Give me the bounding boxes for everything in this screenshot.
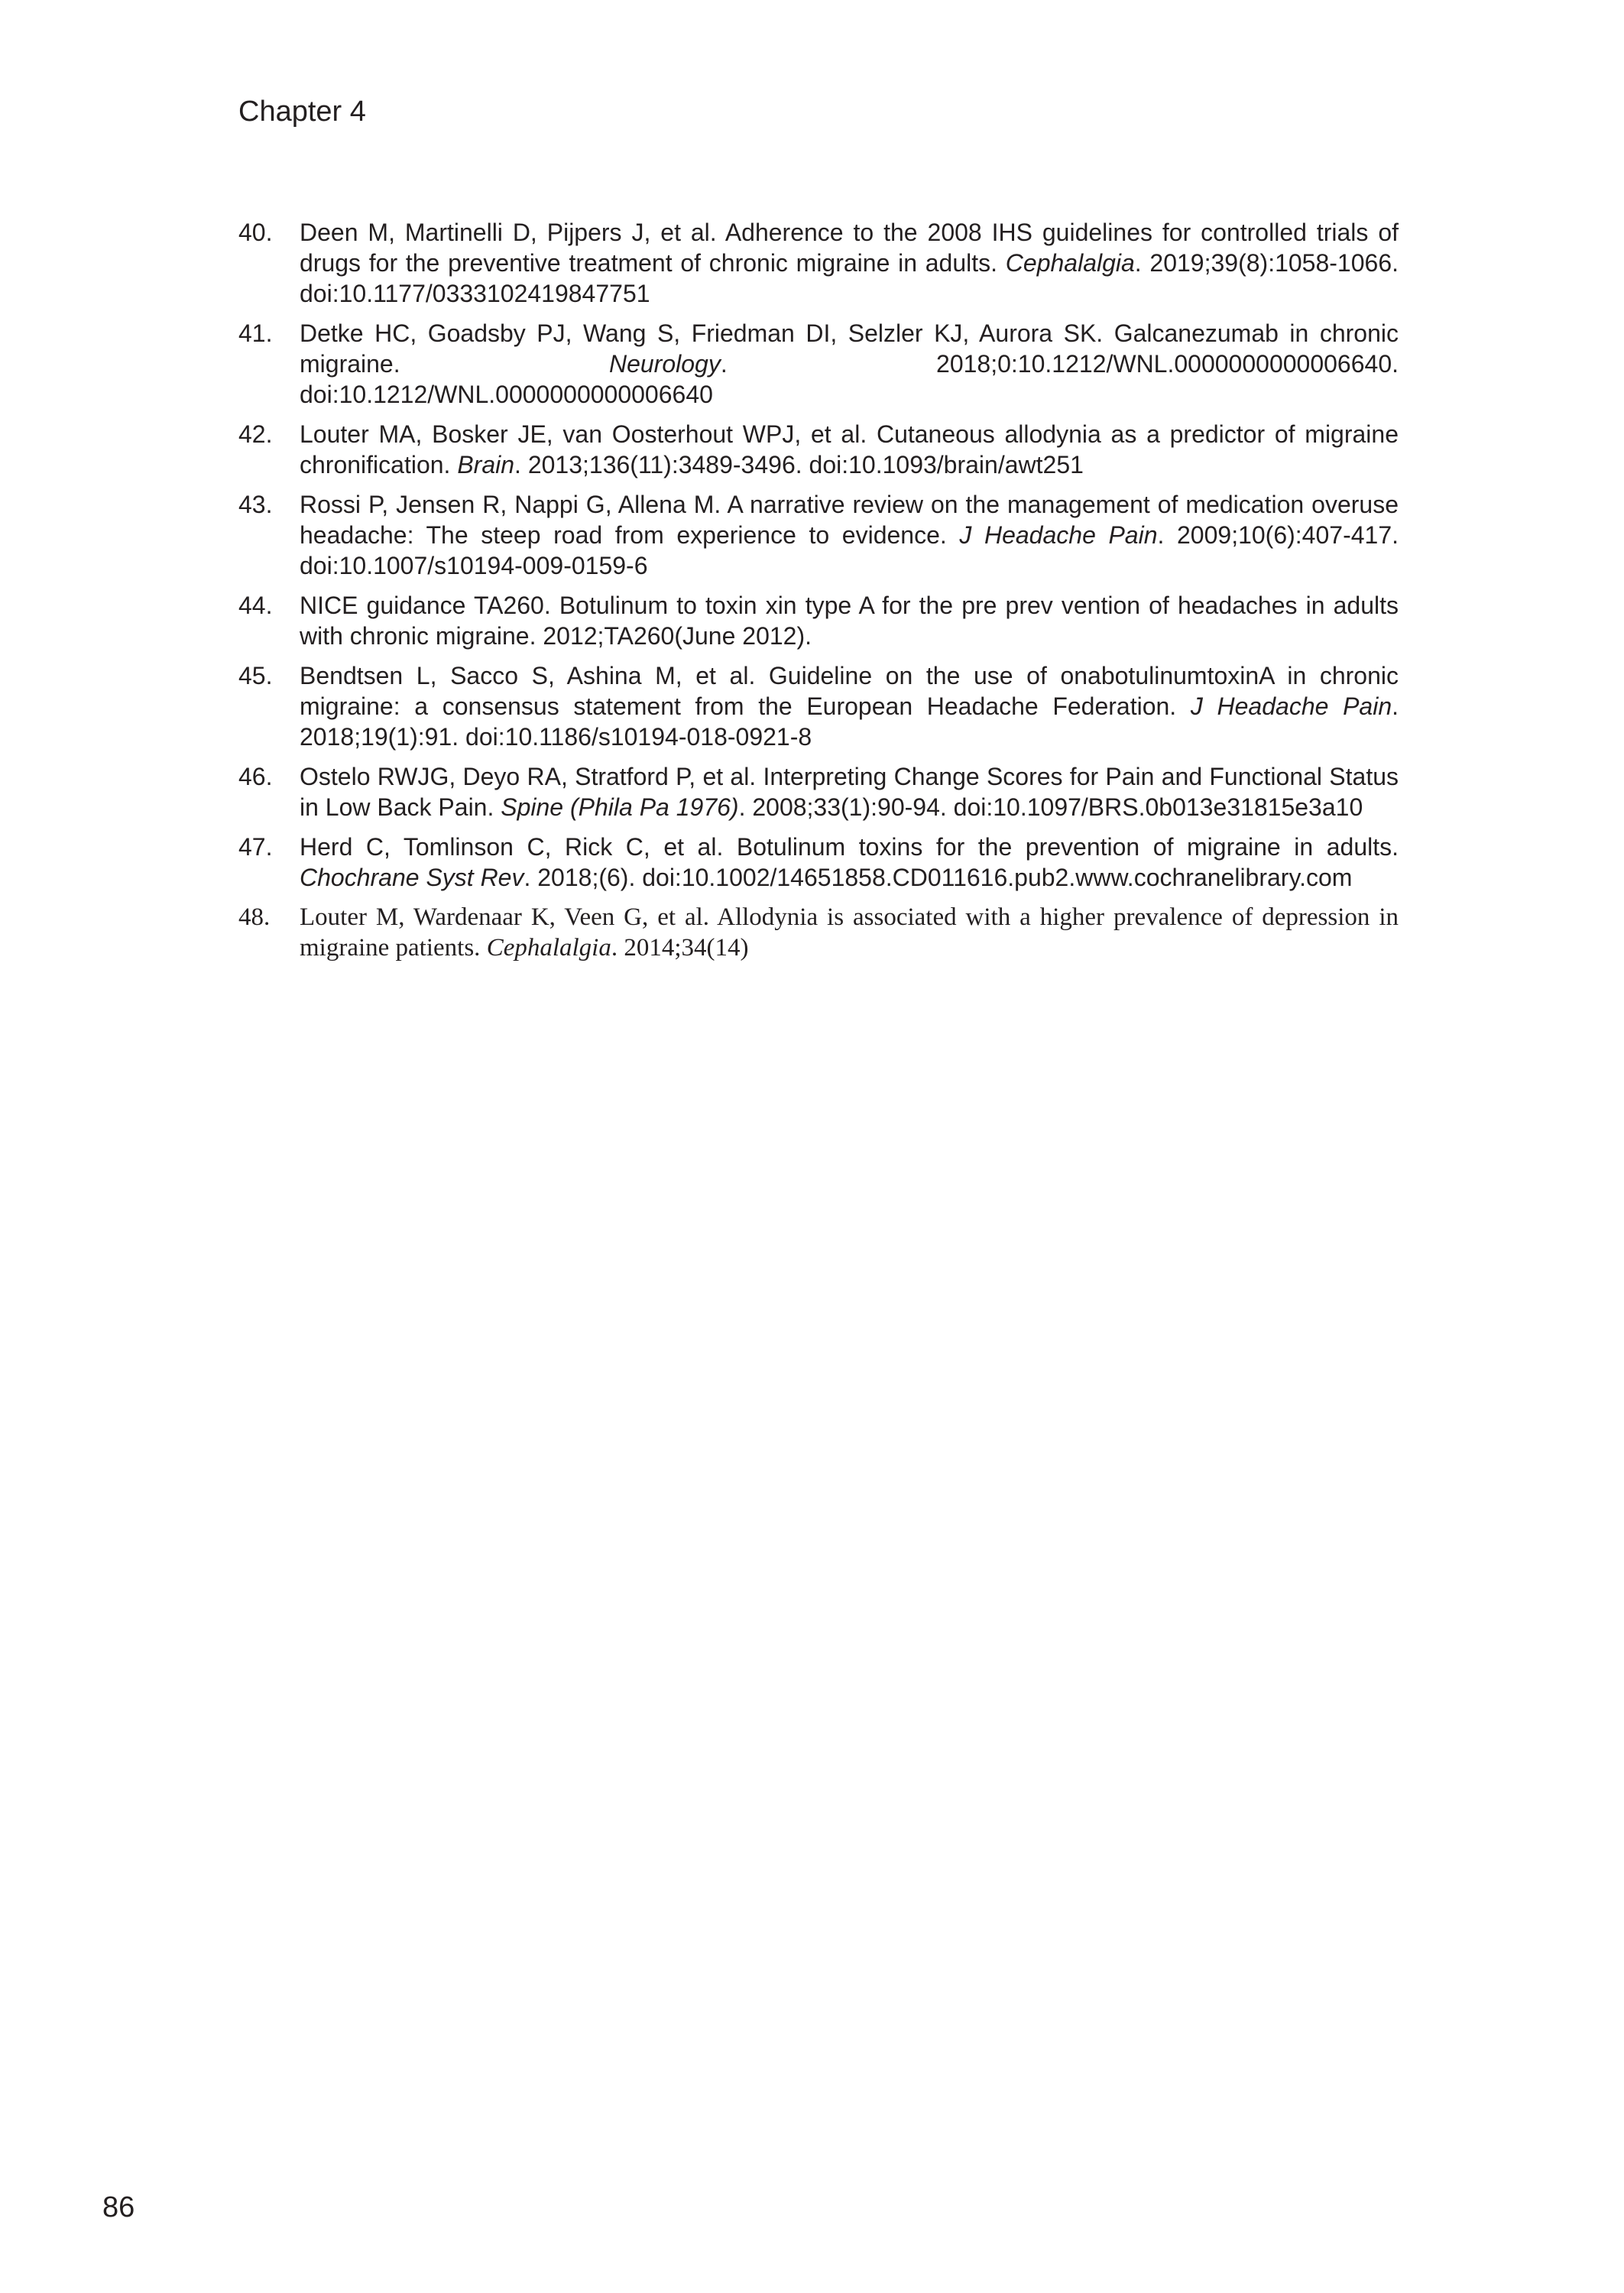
reference-number: 48.	[238, 903, 271, 931]
reference-number: 42.	[238, 420, 273, 448]
reference-citation: . 2009;10(6):407-417. doi:10.1007/s10194-009-0159-6	[300, 521, 1399, 579]
reference-citation: . 2018;0:10.1212/WNL.0000000000006640. doi:10.1212/WNL.0000000000006640	[300, 350, 1399, 408]
reference-journal: J Headache Pain	[1190, 692, 1392, 720]
reference-authors-title: Louter MA, Bosker JE, van Oosterhout WPJ, et al. Cutaneous allodynia as a predictor of migraine chronification.	[300, 420, 1399, 478]
reference-journal: Neurology	[608, 350, 721, 378]
reference-text	[300, 489, 1399, 581]
reference-item	[238, 761, 1399, 822]
reference-number: 41.	[238, 319, 273, 347]
reference-text	[300, 902, 1399, 963]
reference-text	[300, 590, 1399, 651]
reference-number: 47.	[238, 833, 273, 861]
reference-authors-title: Bendtsen L, Sacco S, Ashina M, et al. Guideline on the use of onabotulinumtoxinA in chronic migraine: a consensus statement from the European Headache Federation.	[300, 662, 1399, 720]
reference-authors-title: Louter M, Wardenaar K, Veen G, et al. Allodynia is associated with a higher prevalence of depression in migraine patients.	[300, 903, 1399, 962]
reference-citation: . 2018;(6). doi:10.1002/14651858.CD011616.pub2.www.cochranelibrary.com	[524, 864, 1353, 891]
reference-text	[300, 419, 1399, 480]
page-number: 86	[102, 2191, 135, 2223]
reference-text	[300, 761, 1399, 822]
reference-citation: . 2013;136(11):3489-3496. doi:10.1093/brain/awt251	[514, 451, 1084, 478]
reference-journal: Cephalalgia	[1005, 249, 1135, 277]
reference-journal: Brain	[457, 451, 515, 478]
reference-journal: Chochrane Syst Rev	[300, 864, 524, 891]
reference-journal: Cephalalgia	[486, 934, 611, 962]
reference-item	[238, 419, 1399, 480]
reference-authors-title: Herd C, Tomlinson C, Rick C, et al. Botulinum toxins for the prevention of migraine in adults.	[300, 833, 1399, 861]
reference-citation: . 2014;34(14)	[611, 934, 749, 962]
reference-authors-title: Ostelo RWJG, Deyo RA, Stratford P, et al. Interpreting Change Scores for Pain and Functional Status in Low Back Pain.	[300, 763, 1399, 821]
reference-number: 44.	[238, 592, 273, 619]
reference-item	[238, 660, 1399, 752]
reference-number: 46.	[238, 763, 273, 790]
reference-item	[238, 489, 1399, 581]
reference-item	[238, 832, 1399, 893]
reference-text	[300, 832, 1399, 893]
reference-text	[300, 660, 1399, 752]
reference-text	[300, 217, 1399, 309]
reference-item	[238, 902, 1399, 963]
reference-citation: . 2008;33(1):90-94. doi:10.1097/BRS.0b013e31815e3a10	[738, 793, 1363, 821]
reference-authors-title: NICE guidance TA260. Botulinum to toxin xin type A for the pre prev vention of headaches in adults with chronic migraine. 2012;TA260(June 2012).	[300, 592, 1399, 650]
chapter-running-head: Chapter 4	[238, 96, 366, 128]
reference-number: 43.	[238, 491, 273, 518]
reference-authors-title: Rossi P, Jensen R, Nappi G, Allena M. A narrative review on the management of medication overuse headache: The steep road from experience to evidence.	[300, 491, 1399, 549]
reference-citation: . 2018;19(1):91. doi:10.1186/s10194-018-0921-8	[300, 692, 1399, 751]
reference-item	[238, 217, 1399, 309]
reference-text	[300, 318, 1399, 410]
reference-citation: . 2019;39(8):1058-1066. doi:10.1177/0333102419847751	[300, 249, 1399, 307]
reference-list	[238, 217, 1399, 972]
reference-item	[238, 590, 1399, 651]
reference-item	[238, 318, 1399, 410]
reference-authors-title: Deen M, Martinelli D, Pijpers J, et al. Adherence to the 2008 IHS guidelines for controlled trials of drugs for the preventive treatment of chronic migraine in adults.	[300, 219, 1399, 277]
reference-journal: J Headache Pain	[959, 521, 1158, 549]
reference-number: 45.	[238, 662, 273, 689]
reference-number: 40.	[238, 219, 273, 246]
reference-journal: Spine (Phila Pa 1976)	[501, 793, 739, 821]
reference-authors-title: Detke HC, Goadsby PJ, Wang S, Friedman DI, Selzler KJ, Aurora SK. Galcanezumab in chronic migraine.	[300, 319, 1399, 378]
